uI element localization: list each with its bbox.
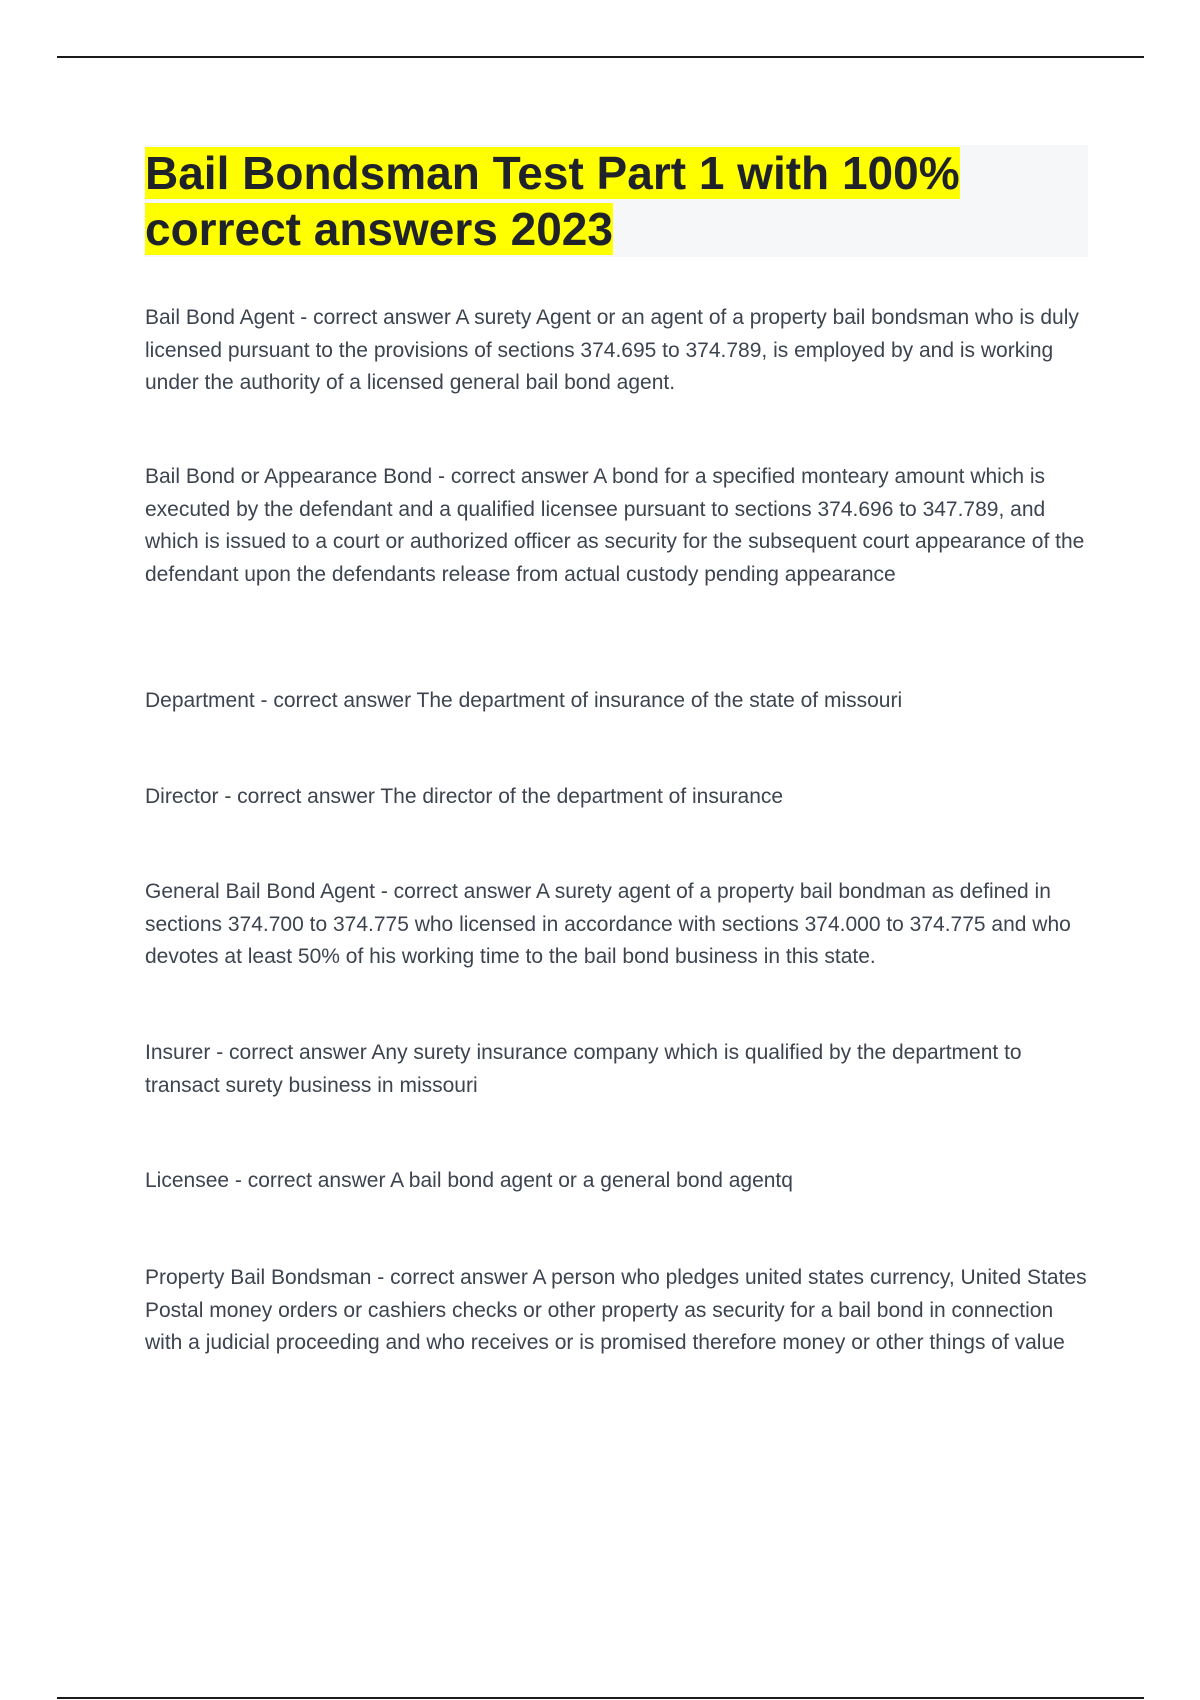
definition-entry: General Bail Bond Agent - correct answer A surety agent of a property bail bondman as defined in sections 374.700 to 374.775 who licensed in accordance with sections 374.000 to 374.775 and who devotes at least 50% of his working time to the bail bond business in this state. — [145, 880, 1071, 968]
definition-entry: Department - correct answer The department of insurance of the state of missouri — [145, 689, 903, 712]
definition-entry: Bail Bond or Appearance Bond - correct answer A bond for a specified monteary amount which is executed by the defendant and a qualified licensee pursuant to sections 374.696 to 347.789, and which is issued to a court or authorized officer as security for the subsequent court appearance of the defendant upon the defendants release from actual custody pending appearance — [145, 465, 1085, 586]
title-highlight: Bail Bondsman Test Part 1 with 100% correct answers 2023 — [145, 147, 960, 255]
definition-entry: Licensee - correct answer A bail bond agent or a general bond agentq — [145, 1169, 793, 1192]
bottom-rule — [57, 1697, 1144, 1699]
title-block — [145, 145, 1088, 257]
definition-entry: Director - correct answer The director of the department of insurance — [145, 785, 784, 808]
definition-entry: Property Bail Bondsman - correct answer A person who pledges united states currency, United States Postal money orders or cashiers checks or other property as security for a bail bond in connection with a judicial proceeding and who receives or is promised therefore money or other things of value — [145, 1266, 1087, 1354]
definition-entry: Insurer - correct answer Any surety insurance company which is qualified by the department to transact surety business in missouri — [145, 1041, 1022, 1097]
document-title — [145, 145, 1025, 257]
top-rule — [57, 56, 1144, 58]
definition-entry: Bail Bond Agent - correct answer A surety Agent or an agent of a property bail bondsman who is duly licensed pursuant to the provisions of sections 374.695 to 374.789, is employed by and is working under the authority of a licensed general bail bond agent. — [145, 306, 1079, 394]
